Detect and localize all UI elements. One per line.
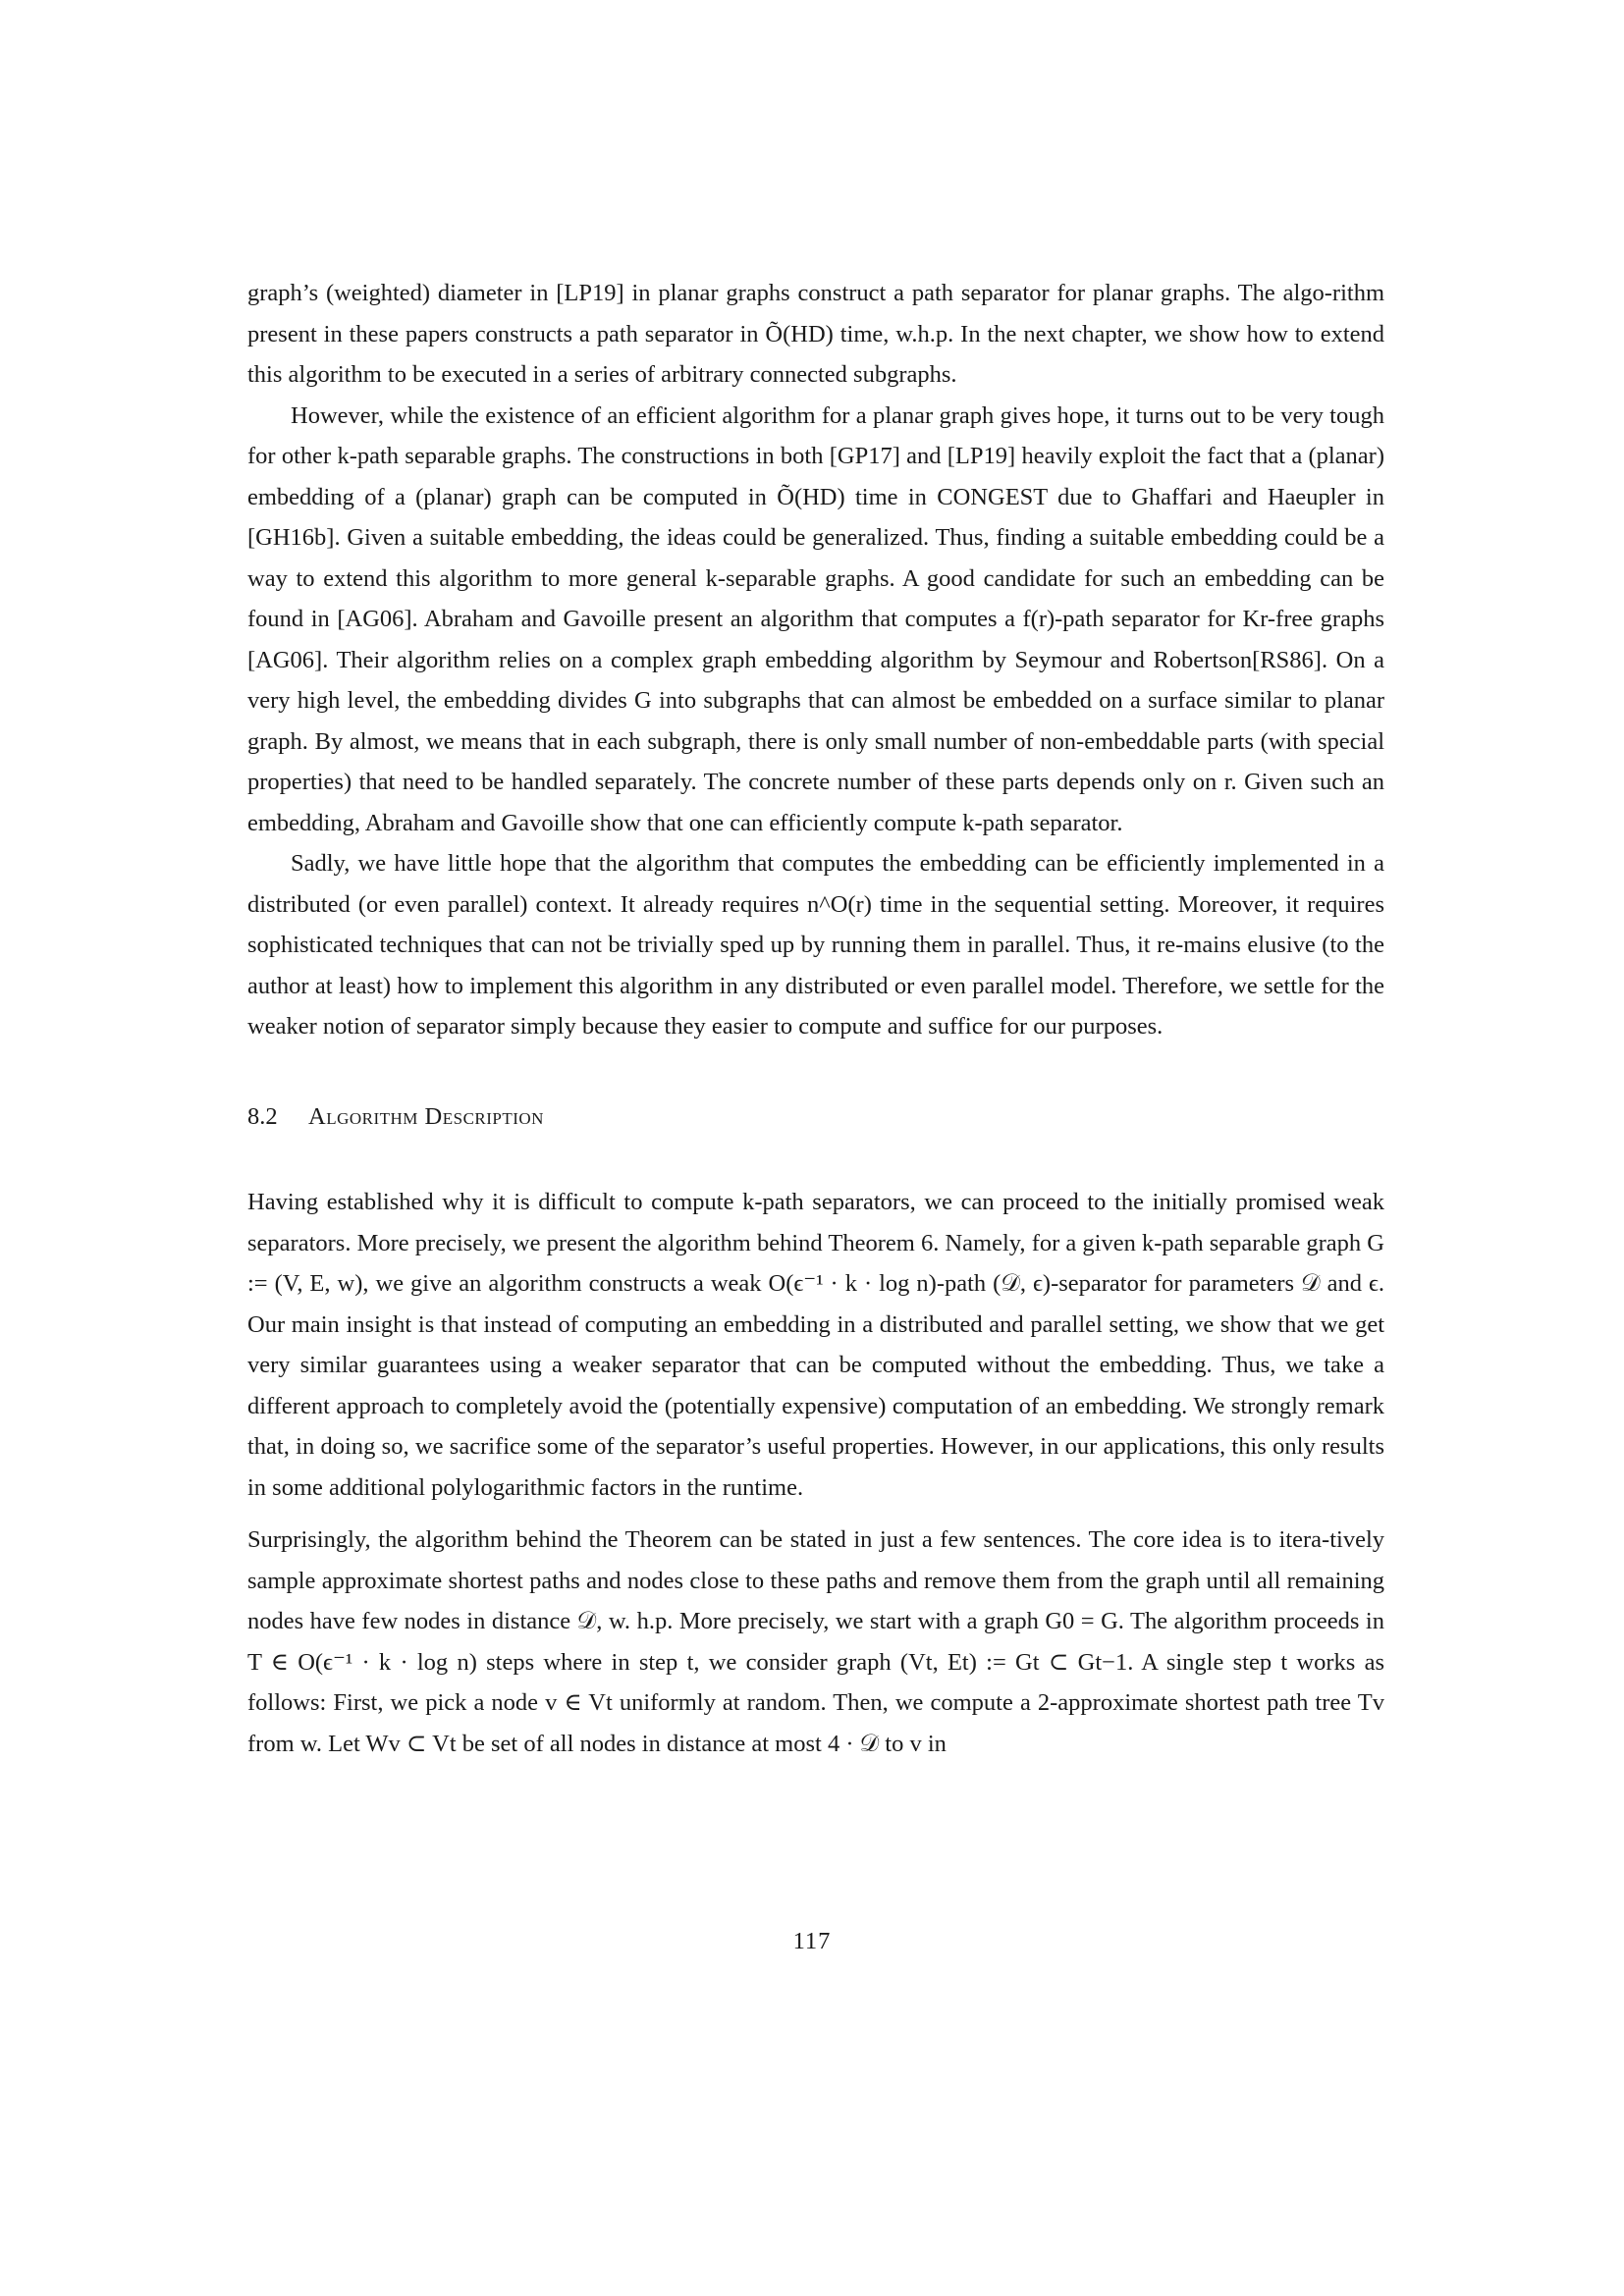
section-number: 8.2 [247, 1102, 278, 1130]
paragraph-3: Sadly, we have little hope that the algorithm that computes the embedding can be efficiently implemented in a distributed (or even parallel) context. It already requires n^O(r) time in the sequential setting. Moreover, it requires sophisticated techniques that can not be trivially sped up by running them in parallel. Thus, it re-mains elusive (to the author at least) how to implement this algorithm in any distributed or even parallel model. Therefore, we settle for the weaker notion of separator simply because they easier to compute and suffice for our purposes. [247, 850, 1384, 1040]
page-body [247, 273, 1384, 1764]
section-title: Algorithm Description [308, 1102, 544, 1130]
paragraph-1: graph’s (weighted) diameter in [LP19] in planar graphs construct a path separator for planar graphs. The algo-rithm present in these papers constructs a path separator in Õ(HD) time, w.h.p. In the next chapter, we show how to extend this algorithm to be executed in a series of arbitrary connected subgraphs. [247, 280, 1384, 388]
paragraph-5: Surprisingly, the algorithm behind the Theorem can be stated in just a few sentences. The core idea is to itera-tively sample approximate shortest paths and nodes close to these paths and remove them from the graph until all remaining nodes have few nodes in distance 𝒟, w. h.p. More precisely, we start with a graph G0 = G. The algorithm proceeds in T ∈ O(ϵ⁻¹ · k · log n) steps where in step t, we consider graph (Vt, Et) := Gt ⊂ Gt−1. A single step t works as follows: First, we pick a node v ∈ Vt uniformly at random. Then, we compute a 2-approximate shortest path tree Tv from w. Let Wv ⊂ Vt be set of all nodes in distance at most 4 · 𝒟 to v in [247, 1526, 1384, 1757]
paragraph-4: Having established why it is difficult to compute k-path separators, we can proceed to the initially promised weak separators. More precisely, we present the algorithm behind Theorem 6. Namely, for a given k-path separable graph G := (V, E, w), we give an algorithm constructs a weak O(ϵ⁻¹ · k · log n)-path (𝒟, ϵ)-separator for parameters 𝒟 and ϵ. Our main insight is that instead of computing an embedding in a distributed and parallel setting, we show that we get very similar guarantees using a weaker separator that can be computed without the embedding. Thus, we take a different approach to completely avoid the (potentially expensive) computation of an embedding. We strongly remark that, in doing so, we sacrifice some of the separator’s useful properties. However, in our applications, this only results in some additional polylogarithmic factors in the runtime. [247, 1189, 1384, 1501]
paragraph-2: However, while the existence of an efficient algorithm for a planar graph gives hope, it turns out to be very tough for other k-path separable graphs. The constructions in both [GP17] and [LP19] heavily exploit the fact that a (planar) embedding of a (planar) graph can be computed in Õ(HD) time in CONGEST due to Ghaffari and Haeupler in [GH16b]. Given a suitable embedding, the ideas could be generalized. Thus, finding a suitable embedding could be a way to extend this algorithm to more general k-separable graphs. A good candidate for such an embedding can be found in [AG06]. Abraham and Gavoille present an algorithm that computes a f(r)-path separator for Kr-free graphs [AG06]. Their algorithm relies on a complex graph embedding algorithm by Seymour and Robertson[RS86]. On a very high level, the embedding divides G into subgraphs that can almost be embedded on a surface similar to planar graph. By almost, we means that in each subgraph, there is only small number of non-embeddable parts (with special properties) that need to be handled separately. The concrete number of these parts depends only on r. Given such an embedding, Abraham and Gavoille show that one can efficiently compute k-path separator. [247, 401, 1384, 836]
page-number: 117 [792, 1928, 832, 1954]
section-heading [247, 1096, 1384, 1138]
